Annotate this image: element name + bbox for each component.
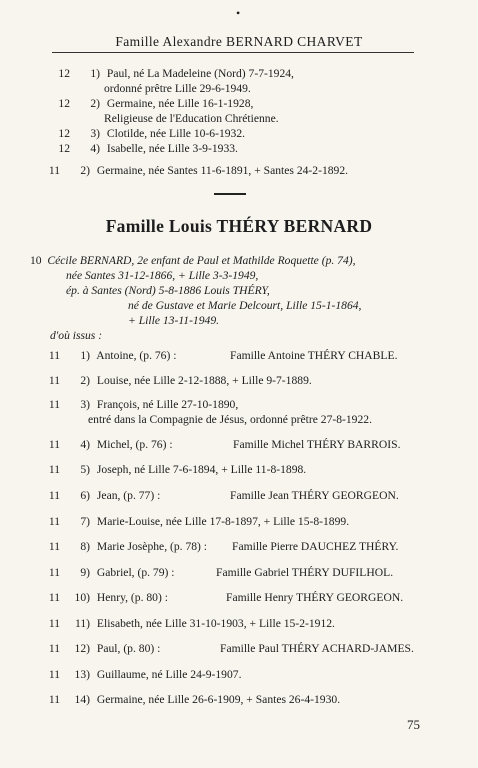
entry-text: Isabelle, née Lille 3-9-1933. xyxy=(106,142,238,155)
list-item xyxy=(50,97,253,110)
intro-birth: née Santes 31-12-1866, + Lille 3-3-1949, xyxy=(66,269,259,282)
generation-number: 11 xyxy=(48,463,60,476)
child-text: Joseph, né Lille 7-6-1894, + Lille 11-8-1898. xyxy=(96,463,307,476)
intro-name: Cécile BERNARD, xyxy=(47,254,135,267)
child-text: Jean, (p. 77) : xyxy=(96,489,161,502)
child-text: Marie Josèphe, (p. 78) : xyxy=(96,540,208,553)
entry-text: Germaine, née Santes 11-6-1891, + Santes 24-2-1892. xyxy=(96,164,349,177)
table-row xyxy=(40,438,173,451)
family-reference: Famille Gabriel THÉRY DUFILHOL. xyxy=(216,566,394,579)
table-row xyxy=(40,374,312,387)
child-text: Henry, (p. 80) : xyxy=(96,591,168,604)
entry-index: 7) xyxy=(80,515,90,528)
entry-index: 10) xyxy=(74,591,90,604)
child-text: Paul, (p. 80) : xyxy=(96,642,161,655)
entry-index: 3) xyxy=(80,398,90,411)
running-head: Famille Alexandre BERNARD CHARVET xyxy=(115,34,363,49)
family-title: Famille Louis THÉRY BERNARD xyxy=(105,216,373,236)
generation-number: 12 xyxy=(58,67,70,80)
generation-number: 12 xyxy=(58,97,70,110)
entry-index: 12) xyxy=(74,642,90,655)
entry-index: 2) xyxy=(80,374,90,387)
intro-line xyxy=(30,254,356,267)
family-reference: Famille Pierre DAUCHEZ THÉRY. xyxy=(232,540,399,553)
generation-number: 11 xyxy=(48,374,60,387)
section-separator xyxy=(214,193,246,195)
entry-text: Clotilde, née Lille 10-6-1932. xyxy=(106,127,246,140)
generation-number: 12 xyxy=(58,142,70,155)
table-row xyxy=(40,642,160,655)
family-reference: Famille Jean THÉRY GEORGEON. xyxy=(230,489,399,502)
entry-continuation: ordonné prêtre Lille 29-6-1949. xyxy=(104,82,251,95)
table-row xyxy=(40,349,176,362)
table-row xyxy=(40,617,335,630)
child-text: Elisabeth, née Lille 31-10-1903, + Lille 15-2-1912. xyxy=(96,617,335,630)
top-mark: • xyxy=(236,6,241,20)
generation-number: 11 xyxy=(48,668,60,681)
family-reference: Famille Henry THÉRY GEORGEON. xyxy=(226,591,404,604)
table-row xyxy=(40,398,238,411)
list-item xyxy=(50,127,245,140)
list-item xyxy=(40,164,348,177)
entry-index: 14) xyxy=(74,693,90,706)
entry-index: 2) xyxy=(80,164,90,177)
generation-number: 11 xyxy=(48,515,60,528)
list-item xyxy=(50,67,294,80)
child-text: Michel, (p. 76) : xyxy=(96,438,173,451)
generation-number: 12 xyxy=(58,127,70,140)
entry-index: 1) xyxy=(90,67,100,80)
child-text: Marie-Louise, née Lille 17-8-1897, + Lille 15-8-1899. xyxy=(96,515,350,528)
table-row xyxy=(40,591,168,604)
table-row xyxy=(40,463,306,476)
intro-spouse: né de Gustave et Marie Delcourt, Lille 15-1-1864, xyxy=(128,299,362,312)
list-item xyxy=(50,142,238,155)
table-row xyxy=(40,489,160,502)
entry-continuation: Religieuse de l'Education Chrétienne. xyxy=(104,112,279,125)
generation-number: 11 xyxy=(48,438,60,451)
generation-number: 11 xyxy=(48,617,60,630)
entry-index: 5) xyxy=(80,463,90,476)
family-reference: Famille Paul THÉRY ACHARD-JAMES. xyxy=(220,642,414,655)
intro-parents: 2e enfant de Paul et Mathilde Roquette (p. 74), xyxy=(134,254,356,267)
entry-index: 8) xyxy=(80,540,90,553)
intro-spouse-death: + Lille 13-11-1949. xyxy=(128,314,220,327)
generation-number: 11 xyxy=(48,349,60,362)
child-continuation: entré dans la Compagnie de Jésus, ordonné prêtre 27-8-1922. xyxy=(88,413,372,426)
intro-generation: 10 xyxy=(30,254,42,267)
child-text: Gabriel, (p. 79) : xyxy=(96,566,175,579)
generation-number: 11 xyxy=(48,164,60,177)
entry-index: 13) xyxy=(74,668,90,681)
header-rule xyxy=(52,52,414,53)
entry-index: 3) xyxy=(90,127,100,140)
entry-index: 4) xyxy=(90,142,100,155)
entry-index: 6) xyxy=(80,489,90,502)
generation-number: 11 xyxy=(48,642,60,655)
table-row xyxy=(40,668,241,681)
table-row xyxy=(40,515,349,528)
generation-number: 11 xyxy=(48,540,60,553)
table-row xyxy=(40,693,340,706)
generation-number: 11 xyxy=(48,693,60,706)
table-row xyxy=(40,566,175,579)
page-number: 75 xyxy=(407,717,420,732)
entry-text: Paul, né La Madeleine (Nord) 7-7-1924, xyxy=(106,67,294,80)
entry-index: 11) xyxy=(74,617,90,630)
child-text: Guillaume, né Lille 24-9-1907. xyxy=(96,668,242,681)
generation-number: 11 xyxy=(48,489,60,502)
entry-index: 9) xyxy=(80,566,90,579)
family-reference: Famille Michel THÉRY BARROIS. xyxy=(233,438,401,451)
table-row xyxy=(40,540,207,553)
intro-issue-label: d'où issus : xyxy=(50,329,103,342)
entry-index: 1) xyxy=(80,349,90,362)
intro-marriage: ép. à Santes (Nord) 5-8-1886 Louis THÉRY, xyxy=(66,284,270,297)
entry-index: 4) xyxy=(80,438,90,451)
entry-text: Germaine, née Lille 16-1-1928, xyxy=(106,97,254,110)
generation-number: 11 xyxy=(48,591,60,604)
child-text: François, né Lille 27-10-1890, xyxy=(96,398,239,411)
child-text: Louise, née Lille 2-12-1888, + Lille 9-7-1889. xyxy=(96,374,312,387)
family-reference: Famille Antoine THÉRY CHABLE. xyxy=(230,349,398,362)
generation-number: 11 xyxy=(48,566,60,579)
child-text: Germaine, née Lille 26-6-1909, + Santes 26-4-1930. xyxy=(96,693,341,706)
child-text: Antoine, (p. 76) : xyxy=(96,349,177,362)
entry-index: 2) xyxy=(90,97,100,110)
generation-number: 11 xyxy=(48,398,60,411)
